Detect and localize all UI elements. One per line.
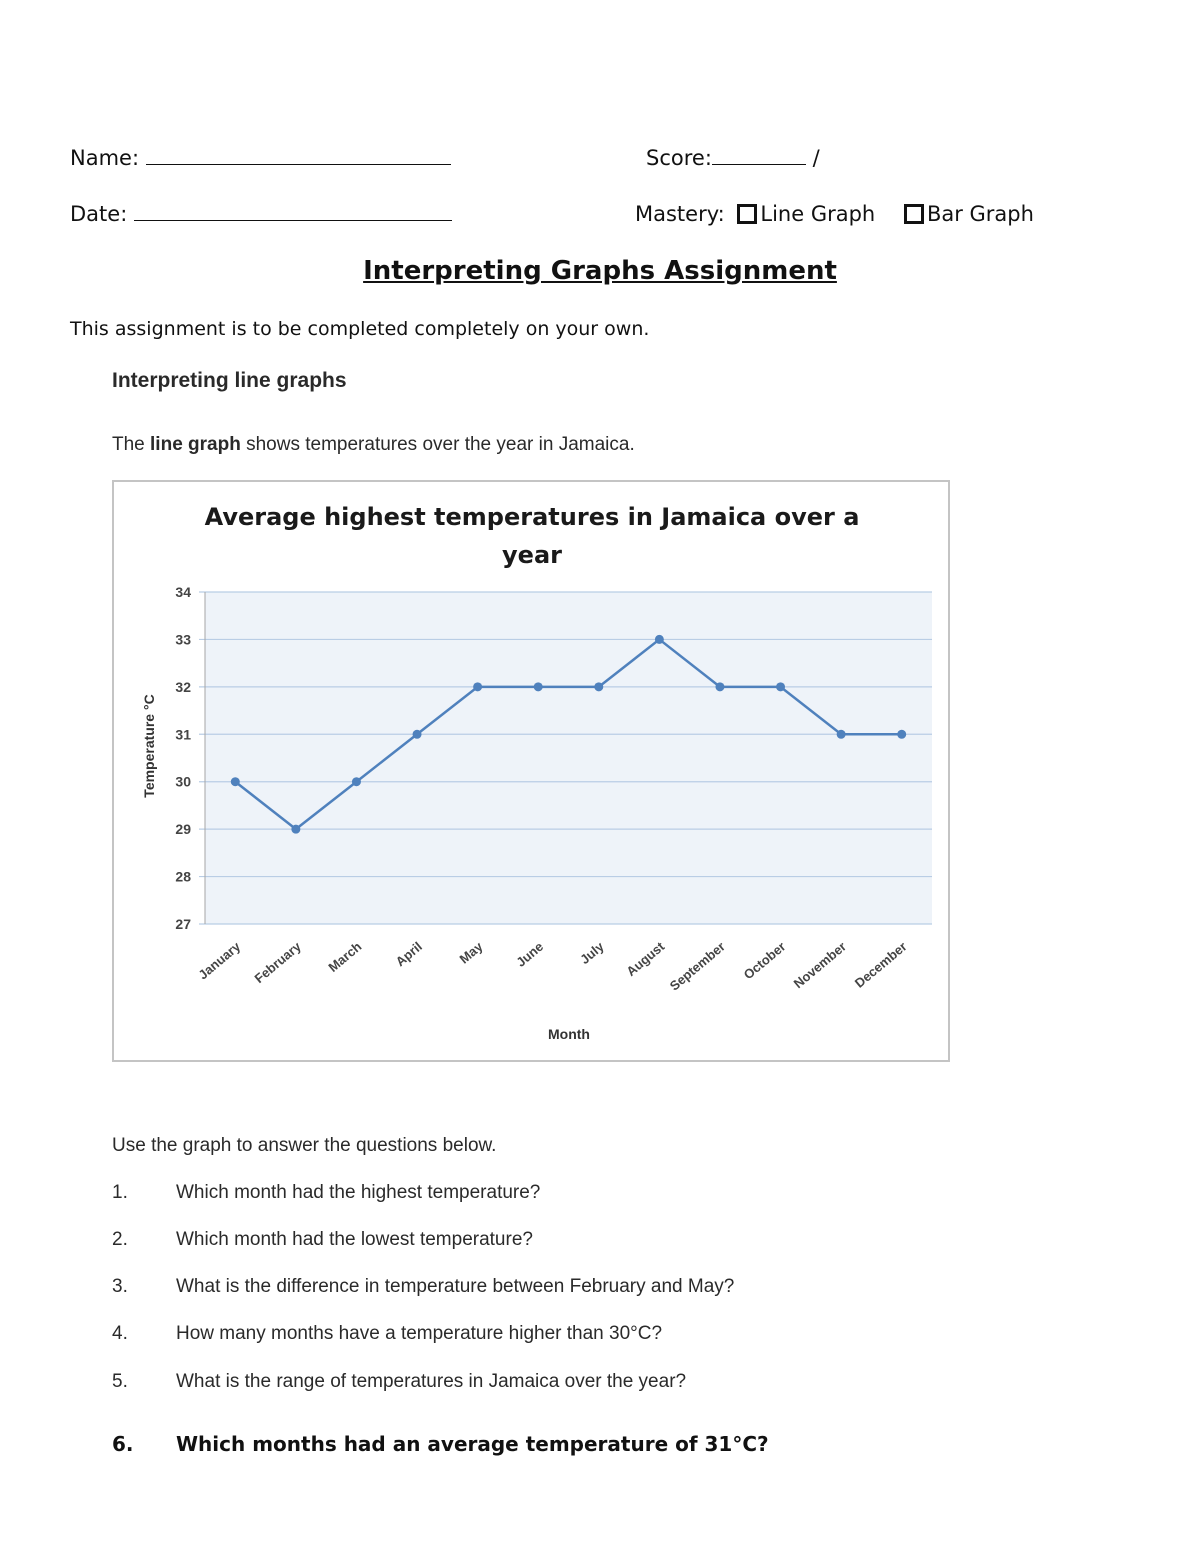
data-point (655, 635, 664, 644)
question-text: How many months have a temperature higher than 30°C? (176, 1323, 663, 1344)
x-tick-labels (195, 938, 909, 993)
x-tick-label: October (740, 938, 789, 983)
intro-suffix: shows temperatures over the year in Jamaica. (240, 434, 635, 455)
data-point (291, 825, 300, 834)
mastery-option-bar-graph: Bar Graph (926, 202, 1034, 226)
name-label: Name: (70, 146, 140, 170)
x-tick-label: May (456, 938, 486, 967)
mastery-field (635, 202, 1034, 226)
mastery-option-line-graph: Line Graph (760, 202, 876, 226)
y-axis-label: Temperature °C (141, 694, 157, 798)
x-tick-label: September (666, 938, 728, 994)
data-point (837, 730, 846, 739)
intro-prefix: The (112, 434, 151, 455)
question-number: 2. (112, 1229, 128, 1250)
y-tick-label: 31 (175, 726, 191, 743)
question-6-number: 6. (112, 1432, 134, 1456)
data-point (473, 682, 482, 691)
y-tick-label: 28 (175, 868, 191, 885)
x-tick-label: April (392, 938, 425, 970)
question-6 (112, 1432, 769, 1456)
date-blank-line[interactable] (134, 202, 452, 221)
bar-graph-checkbox[interactable] (904, 204, 924, 224)
x-tick-label: July (577, 938, 607, 968)
section-heading: Interpreting line graphs (112, 369, 347, 392)
data-point (897, 730, 906, 739)
data-point (534, 682, 543, 691)
line-graph-checkbox[interactable] (737, 204, 757, 224)
date-field[interactable] (70, 202, 452, 226)
y-tick-label: 30 (175, 773, 191, 790)
line-chart (114, 482, 948, 1060)
question-3 (112, 1276, 734, 1298)
plot-area (205, 592, 932, 924)
x-tick-label: June (513, 938, 547, 970)
score-blank-line[interactable] (712, 146, 806, 165)
x-tick-label: January (195, 938, 244, 983)
y-tick-label: 27 (175, 916, 191, 932)
data-point (231, 777, 240, 786)
question-6-text: Which months had an average temperature of 31°C? (176, 1432, 769, 1456)
chart-title-line-1: Average highest temperatures in Jamaica over a (204, 503, 860, 531)
x-tick-label: February (251, 938, 304, 987)
chart-title-line-2: year (502, 541, 562, 569)
y-tick-labels (175, 584, 191, 932)
chart-frame (112, 480, 950, 1062)
x-axis-label: Month (548, 1026, 590, 1042)
question-text: Which month had the lowest temperature? (176, 1229, 533, 1250)
question-number: 5. (112, 1371, 128, 1392)
y-tick-label: 34 (175, 584, 191, 600)
question-2 (112, 1229, 533, 1251)
question-5 (112, 1371, 686, 1393)
intro-bold: line graph (150, 434, 241, 455)
question-number: 4. (112, 1323, 128, 1344)
question-text: What is the range of temperatures in Jamaica over the year? (176, 1371, 687, 1392)
x-tick-label: August (623, 938, 668, 980)
x-tick-label: December (851, 938, 910, 991)
question-1 (112, 1182, 540, 1204)
question-text: Which month had the highest temperature? (176, 1182, 541, 1203)
instruction-text: This assignment is to be completed completely on your own. (70, 318, 650, 340)
name-blank-line[interactable] (146, 146, 451, 165)
y-tick-label: 29 (175, 821, 191, 838)
mastery-label: Mastery: (635, 202, 725, 226)
questions-intro: Use the graph to answer the questions below. (112, 1135, 497, 1156)
y-tick-label: 33 (175, 631, 191, 648)
y-tick-label: 32 (175, 678, 191, 695)
data-point (715, 682, 724, 691)
score-label: Score: (646, 146, 712, 170)
page-title: Interpreting Graphs Assignment (363, 256, 837, 286)
date-label: Date: (70, 202, 128, 226)
name-field[interactable] (70, 146, 451, 170)
intro-text (112, 434, 635, 456)
data-point (413, 730, 422, 739)
question-text: What is the difference in temperature between February and May? (176, 1276, 735, 1297)
x-tick-label: November (790, 938, 850, 992)
score-field[interactable] (646, 146, 820, 170)
score-slash: / (812, 146, 820, 170)
question-number: 3. (112, 1276, 128, 1297)
data-point (776, 682, 785, 691)
question-4 (112, 1323, 662, 1345)
data-point (352, 777, 361, 786)
data-point (594, 682, 603, 691)
question-number: 1. (112, 1182, 128, 1203)
x-tick-label: March (325, 938, 365, 975)
